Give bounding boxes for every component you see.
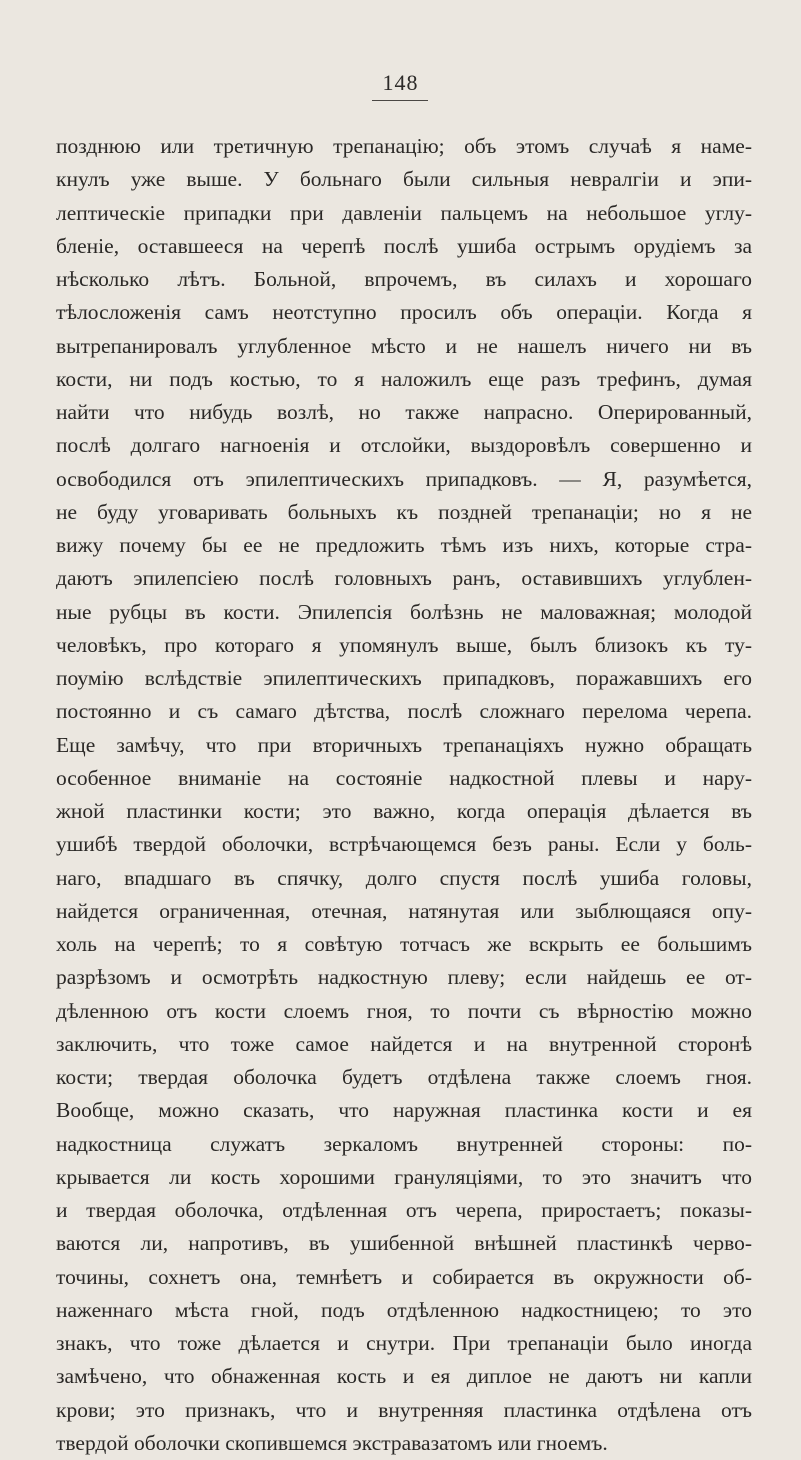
text-line: не буду уговаривать больныхъ къ поздней трепанаціи; но я не bbox=[56, 499, 752, 524]
text-line: бленіе, оставшееся на черепѣ послѣ ушиба острымъ орудіемъ за bbox=[56, 233, 752, 258]
text-line: человѣкъ, про котораго я упомянулъ выше, былъ близокъ къ ту- bbox=[56, 632, 752, 657]
text-line: Вообще, можно сказать, что наружная пластинка кости и ея bbox=[56, 1098, 752, 1123]
text-line: кнулъ уже выше. У больнаго были сильныя невралгіи и эпи- bbox=[56, 167, 752, 192]
text-line: крови; это признакъ, что и внутренняя пластинка отдѣлена отъ bbox=[56, 1397, 752, 1422]
body-text bbox=[56, 130, 752, 1460]
text-line: наго, впадшаго въ спячку, долго спустя послѣ ушиба головы, bbox=[56, 865, 752, 890]
text-line: разрѣзомъ и осмотрѣть надкостную плеву; если найдешь ее от- bbox=[56, 965, 752, 990]
text-line: замѣчено, что обнаженная кость и ея диплое не даютъ ни капли bbox=[56, 1364, 752, 1389]
text-line: твердой оболочки скопившемся экстравазатомъ или гноемъ. bbox=[56, 1430, 608, 1455]
page-number: 148 bbox=[382, 70, 419, 95]
text-line: найдется ограниченная, отечная, натянутая или зыблющаяся опу- bbox=[56, 898, 752, 923]
text-line: найти что нибудь возлѣ, но также напрасно. Оперированный, bbox=[56, 400, 752, 424]
text-line: Еще замѣчу, что при вторичныхъ трепанаціяхъ нужно обращать bbox=[56, 732, 752, 757]
text-line: ные рубцы въ кости. Эпилепсія болѣзнь не маловажная; молодой bbox=[56, 599, 752, 624]
text-line: вижу почему бы ее не предложить тѣмъ изъ нихъ, которые стра- bbox=[56, 533, 752, 557]
text-line: и твердая оболочка, отдѣленная отъ черепа, прирoстаетъ; показы- bbox=[56, 1198, 752, 1222]
text-line: послѣ долгаго нагноенія и отслойки, выздоровѣлъ совершенно и bbox=[56, 433, 752, 458]
text-line: тѣлосложенія самъ неотступно просилъ объ операціи. Когда я bbox=[56, 300, 752, 325]
text-line: постоянно и съ самаго дѣтства, послѣ сложнаго перелома черепа. bbox=[56, 699, 752, 724]
text-line: нѣсколько лѣтъ. Больной, впрочемъ, въ силахъ и хорошаго bbox=[56, 267, 752, 291]
text-line: наженнаго мѣста гной, подъ отдѣленною надкостницею; то это bbox=[56, 1297, 752, 1322]
text-line: освободился отъ эпилептическихъ припадковъ. — Я, разумѣется, bbox=[56, 466, 752, 491]
text-line: точины, сохнетъ она, темнѣетъ и собирается въ окружности об- bbox=[56, 1264, 752, 1289]
text-line: ваются ли, напротивъ, въ ушибенной внѣшней пластинкѣ черво- bbox=[56, 1231, 752, 1256]
text-line: дѣленною отъ кости слоемъ гноя, то почти съ вѣрностію можно bbox=[56, 998, 752, 1023]
text-line: вытрепанировалъ углубленное мѣсто и не нашелъ ничего ни въ bbox=[56, 333, 752, 358]
text-line: кости, ни подъ костью, то я наложилъ еще разъ трефинъ, думая bbox=[56, 366, 752, 391]
text-line: поумію вслѣдствіе эпилептическихъ припадковъ, поражавшихъ его bbox=[56, 666, 752, 690]
text-line: особенное вниманіе на состояніе надкостной плевы и нару- bbox=[56, 765, 752, 790]
text-line: знакъ, что тоже дѣлается и снутри. При трепанаціи было иногда bbox=[56, 1331, 752, 1355]
text-line: холь на черепѣ; то я совѣтую тотчасъ же вскрыть ее большимъ bbox=[56, 932, 752, 956]
text-line: жной пластинки кости; это важно, когда операція дѣлается въ bbox=[56, 799, 752, 823]
page-number-underline bbox=[372, 100, 428, 101]
text-line: даютъ эпилепсіею послѣ головныхъ ранъ, оставившихъ углублен- bbox=[56, 566, 752, 591]
text-line: крывается ли кость хорошими грануляціями, то это значитъ что bbox=[56, 1164, 752, 1189]
text-line: ушибѣ твердой оболочки, встрѣчающемся безъ раны. Если у боль- bbox=[56, 832, 752, 857]
text-line: заключить, что тоже самое найдется и на внутренной сторонѣ bbox=[56, 1031, 752, 1056]
text-line: позднюю или третичную трепанацію; объ этомъ случаѣ я наме- bbox=[56, 134, 752, 158]
text-line: надкостница служатъ зеркаломъ внутренней стороны: по- bbox=[56, 1131, 752, 1156]
text-line: кости; твердая оболочка будетъ отдѣлена также слоемъ гноя. bbox=[56, 1065, 752, 1089]
text-line: лептическіе припадки при давленіи пальцемъ на небольшое углу- bbox=[56, 200, 752, 225]
